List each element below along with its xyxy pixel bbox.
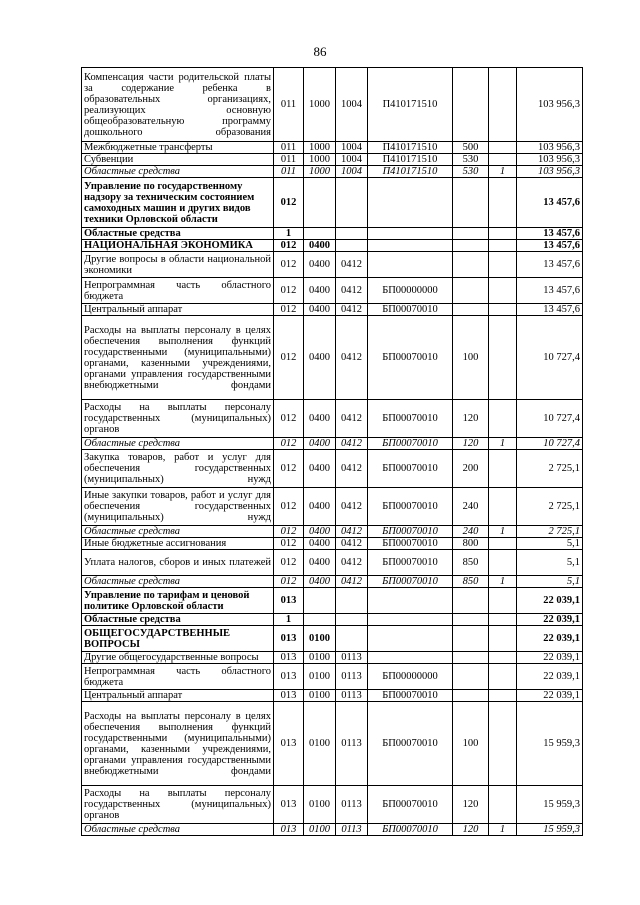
row-subsection <box>336 588 368 614</box>
row-amount: 15 959,3 <box>517 702 583 786</box>
row-subsection: 0412 <box>336 526 368 538</box>
table-row <box>82 664 583 690</box>
table-row <box>82 228 583 240</box>
row-subsection: 0412 <box>336 252 368 278</box>
table-row <box>82 690 583 702</box>
row-gov-code: 011 <box>274 166 304 178</box>
row-section: 0400 <box>304 304 336 316</box>
row-expense-type: 530 <box>453 154 489 166</box>
row-amount: 5,1 <box>517 550 583 576</box>
row-source <box>489 142 517 154</box>
row-expense-type <box>453 278 489 304</box>
row-name: Центральный аппарат <box>82 690 274 702</box>
row-source <box>489 450 517 488</box>
row-gov-code: 012 <box>274 550 304 576</box>
row-subsection: 1004 <box>336 68 368 142</box>
row-source: 1 <box>489 824 517 836</box>
row-name: Областные средства <box>82 576 274 588</box>
row-gov-code: 012 <box>274 576 304 588</box>
row-name: Иные бюджетные ассигнования <box>82 538 274 550</box>
row-expense-type <box>453 614 489 626</box>
row-name: Управление по государственному надзору за техническим состоянием самоходных машин и других видов техники Орловской области <box>82 178 274 228</box>
row-amount: 22 039,1 <box>517 588 583 614</box>
row-source <box>489 252 517 278</box>
row-source <box>489 664 517 690</box>
row-source <box>489 588 517 614</box>
row-name: Другие вопросы в области национальной экономики <box>82 252 274 278</box>
row-subsection: 0113 <box>336 664 368 690</box>
row-expense-type <box>453 626 489 652</box>
row-name: Расходы на выплаты персоналу в целях обеспечения выполнения функций государственными (муниципальными) органами, казенными учреждениями, органами управления государственными внебюджетными фондами <box>82 316 274 400</box>
row-target-article: БП00070010 <box>368 316 453 400</box>
row-source <box>489 400 517 438</box>
row-amount: 103 956,3 <box>517 166 583 178</box>
table-row <box>82 488 583 526</box>
row-section <box>304 588 336 614</box>
table-row <box>82 576 583 588</box>
row-amount: 5,1 <box>517 538 583 550</box>
row-source <box>489 786 517 824</box>
row-expense-type <box>453 228 489 240</box>
row-name: Иные закупки товаров, работ и услуг для обеспечения государственных (муниципальных) нужд <box>82 488 274 526</box>
row-amount: 10 727,4 <box>517 400 583 438</box>
table-row <box>82 178 583 228</box>
row-section: 0400 <box>304 576 336 588</box>
table-row <box>82 702 583 786</box>
row-amount: 22 039,1 <box>517 664 583 690</box>
row-section: 0100 <box>304 702 336 786</box>
row-target-article: БП00070010 <box>368 304 453 316</box>
row-name: Областные средства <box>82 614 274 626</box>
row-target-article <box>368 652 453 664</box>
row-name: Уплата налогов, сборов и иных платежей <box>82 550 274 576</box>
row-section <box>304 228 336 240</box>
row-gov-code: 011 <box>274 154 304 166</box>
row-gov-code: 013 <box>274 652 304 664</box>
row-target-article: БП00070010 <box>368 690 453 702</box>
row-target-article: БП00070010 <box>368 824 453 836</box>
table-row <box>82 166 583 178</box>
row-gov-code: 012 <box>274 240 304 252</box>
table-row <box>82 252 583 278</box>
row-gov-code: 012 <box>274 400 304 438</box>
row-source <box>489 702 517 786</box>
row-subsection: 0113 <box>336 690 368 702</box>
row-gov-code: 012 <box>274 304 304 316</box>
row-name: Непрограммная часть областного бюджета <box>82 278 274 304</box>
row-amount: 22 039,1 <box>517 614 583 626</box>
row-target-article: БП00070010 <box>368 438 453 450</box>
row-subsection <box>336 228 368 240</box>
row-target-article: БП00070010 <box>368 538 453 550</box>
row-expense-type: 100 <box>453 702 489 786</box>
row-target-article: БП00000000 <box>368 664 453 690</box>
row-gov-code: 012 <box>274 488 304 526</box>
row-expense-type: 500 <box>453 142 489 154</box>
row-subsection: 0412 <box>336 550 368 576</box>
row-gov-code: 1 <box>274 614 304 626</box>
row-source: 1 <box>489 526 517 538</box>
row-name: Закупка товаров, работ и услуг для обеспечения государственных (муниципальных) нужд <box>82 450 274 488</box>
row-target-article: БП00070010 <box>368 786 453 824</box>
row-amount: 22 039,1 <box>517 652 583 664</box>
row-source <box>489 488 517 526</box>
row-expense-type: 200 <box>453 450 489 488</box>
row-name: Субвенции <box>82 154 274 166</box>
row-section: 1000 <box>304 154 336 166</box>
row-amount: 2 725,1 <box>517 488 583 526</box>
row-amount: 103 956,3 <box>517 154 583 166</box>
row-section: 0400 <box>304 438 336 450</box>
row-amount: 13 457,6 <box>517 252 583 278</box>
row-expense-type: 120 <box>453 824 489 836</box>
row-section: 0100 <box>304 664 336 690</box>
row-target-article <box>368 252 453 278</box>
row-section: 0100 <box>304 824 336 836</box>
row-subsection: 0113 <box>336 824 368 836</box>
row-target-article: БП00070010 <box>368 400 453 438</box>
row-gov-code: 012 <box>274 278 304 304</box>
row-subsection: 0113 <box>336 702 368 786</box>
row-expense-type <box>453 178 489 228</box>
row-expense-type <box>453 690 489 702</box>
table-row <box>82 142 583 154</box>
row-subsection: 0412 <box>336 278 368 304</box>
row-subsection: 0412 <box>336 316 368 400</box>
row-name: Другие общегосударственные вопросы <box>82 652 274 664</box>
row-source: 1 <box>489 576 517 588</box>
row-subsection: 1004 <box>336 166 368 178</box>
row-gov-code: 012 <box>274 252 304 278</box>
table-row <box>82 68 583 142</box>
row-amount: 103 956,3 <box>517 68 583 142</box>
row-expense-type: 850 <box>453 550 489 576</box>
row-section: 0400 <box>304 538 336 550</box>
row-gov-code: 012 <box>274 450 304 488</box>
row-amount: 13 457,6 <box>517 228 583 240</box>
row-section: 0100 <box>304 690 336 702</box>
row-gov-code: 013 <box>274 664 304 690</box>
row-subsection: 0412 <box>336 304 368 316</box>
table-row <box>82 400 583 438</box>
row-source <box>489 68 517 142</box>
row-name: НАЦИОНАЛЬНАЯ ЭКОНОМИКА <box>82 240 274 252</box>
table-row <box>82 526 583 538</box>
row-target-article: БП00070010 <box>368 488 453 526</box>
row-subsection: 1004 <box>336 142 368 154</box>
row-expense-type <box>453 240 489 252</box>
row-amount: 13 457,6 <box>517 304 583 316</box>
row-target-article: П410171510 <box>368 142 453 154</box>
row-amount: 13 457,6 <box>517 278 583 304</box>
row-amount: 10 727,4 <box>517 438 583 450</box>
row-name: Областные средства <box>82 166 274 178</box>
row-name: Непрограммная часть областного бюджета <box>82 664 274 690</box>
row-gov-code: 012 <box>274 438 304 450</box>
row-gov-code: 013 <box>274 626 304 652</box>
row-amount: 2 725,1 <box>517 526 583 538</box>
row-expense-type <box>453 652 489 664</box>
row-target-article: БП00070010 <box>368 576 453 588</box>
row-gov-code: 013 <box>274 786 304 824</box>
page-number: 86 <box>313 44 327 59</box>
row-source: 1 <box>489 166 517 178</box>
row-gov-code: 013 <box>274 588 304 614</box>
row-gov-code: 013 <box>274 690 304 702</box>
row-subsection: 0412 <box>336 576 368 588</box>
row-section: 0400 <box>304 240 336 252</box>
row-expense-type: 800 <box>453 538 489 550</box>
row-section: 0400 <box>304 526 336 538</box>
row-amount: 103 956,3 <box>517 142 583 154</box>
row-expense-type <box>453 588 489 614</box>
row-target-article: БП00070010 <box>368 526 453 538</box>
table-row <box>82 538 583 550</box>
row-target-article: БП00000000 <box>368 278 453 304</box>
table-row <box>82 450 583 488</box>
row-target-article <box>368 614 453 626</box>
row-source <box>489 652 517 664</box>
row-subsection: 0412 <box>336 400 368 438</box>
row-expense-type: 240 <box>453 488 489 526</box>
row-name: Расходы на выплаты персоналу в целях обеспечения выполнения функций государственными (муниципальными) органами, казенными учреждениями, органами управления государственными внебюджетными фондами <box>82 702 274 786</box>
row-gov-code: 012 <box>274 526 304 538</box>
row-expense-type <box>453 664 489 690</box>
row-target-article: БП00070010 <box>368 450 453 488</box>
row-name: Расходы на выплаты персоналу государственных (муниципальных) органов <box>82 400 274 438</box>
row-source <box>489 538 517 550</box>
row-expense-type: 100 <box>453 316 489 400</box>
row-source <box>489 690 517 702</box>
row-subsection <box>336 614 368 626</box>
table-row <box>82 240 583 252</box>
table-row <box>82 550 583 576</box>
row-gov-code: 011 <box>274 68 304 142</box>
row-gov-code: 1 <box>274 228 304 240</box>
row-source: 1 <box>489 438 517 450</box>
row-subsection: 0113 <box>336 652 368 664</box>
row-section: 0400 <box>304 488 336 526</box>
row-source <box>489 278 517 304</box>
row-gov-code: 012 <box>274 538 304 550</box>
table-row <box>82 786 583 824</box>
row-subsection: 0412 <box>336 438 368 450</box>
table-row <box>82 824 583 836</box>
row-amount: 13 457,6 <box>517 178 583 228</box>
row-gov-code: 012 <box>274 316 304 400</box>
table-row <box>82 626 583 652</box>
row-section <box>304 178 336 228</box>
row-expense-type: 120 <box>453 400 489 438</box>
budget-table <box>81 67 583 836</box>
row-expense-type: 120 <box>453 786 489 824</box>
row-gov-code: 012 <box>274 178 304 228</box>
row-name: Центральный аппарат <box>82 304 274 316</box>
row-expense-type: 120 <box>453 438 489 450</box>
table-row <box>82 614 583 626</box>
row-name: Компенсация части родительской платы за содержание ребенка в образовательных организациях, реализующих основную общеобразовательную программу дошкольного образования <box>82 68 274 142</box>
row-section: 1000 <box>304 166 336 178</box>
row-name: Областные средства <box>82 228 274 240</box>
row-target-article: П410171510 <box>368 68 453 142</box>
row-target-article <box>368 228 453 240</box>
row-target-article <box>368 626 453 652</box>
row-source <box>489 614 517 626</box>
row-source <box>489 178 517 228</box>
row-source <box>489 316 517 400</box>
row-subsection: 0412 <box>336 488 368 526</box>
row-section: 0100 <box>304 626 336 652</box>
row-amount: 5,1 <box>517 576 583 588</box>
row-gov-code: 011 <box>274 142 304 154</box>
row-subsection: 0412 <box>336 450 368 488</box>
row-section: 0400 <box>304 316 336 400</box>
row-expense-type: 240 <box>453 526 489 538</box>
row-name: Областные средства <box>82 824 274 836</box>
row-section: 0100 <box>304 652 336 664</box>
row-expense-type: 530 <box>453 166 489 178</box>
table-row <box>82 304 583 316</box>
row-section: 0400 <box>304 450 336 488</box>
row-subsection <box>336 626 368 652</box>
row-gov-code: 013 <box>274 702 304 786</box>
table-row <box>82 316 583 400</box>
row-section: 0400 <box>304 550 336 576</box>
row-subsection: 0412 <box>336 538 368 550</box>
row-section: 0100 <box>304 786 336 824</box>
row-section: 0400 <box>304 278 336 304</box>
row-source <box>489 228 517 240</box>
row-target-article: П410171510 <box>368 166 453 178</box>
row-name: Областные средства <box>82 526 274 538</box>
row-target-article <box>368 588 453 614</box>
table-row <box>82 278 583 304</box>
row-amount: 15 959,3 <box>517 824 583 836</box>
row-section: 0400 <box>304 400 336 438</box>
row-expense-type <box>453 68 489 142</box>
table-row <box>82 438 583 450</box>
row-amount: 13 457,6 <box>517 240 583 252</box>
row-gov-code: 013 <box>274 824 304 836</box>
row-name: ОБЩЕГОСУДАРСТВЕННЫЕ ВОПРОСЫ <box>82 626 274 652</box>
row-subsection <box>336 178 368 228</box>
row-target-article <box>368 178 453 228</box>
row-subsection: 0113 <box>336 786 368 824</box>
table-row <box>82 154 583 166</box>
row-name: Расходы на выплаты персоналу государственных (муниципальных) органов <box>82 786 274 824</box>
row-amount: 22 039,1 <box>517 690 583 702</box>
row-amount: 15 959,3 <box>517 786 583 824</box>
row-source <box>489 240 517 252</box>
row-target-article: П410171510 <box>368 154 453 166</box>
table-row <box>82 652 583 664</box>
row-amount: 10 727,4 <box>517 316 583 400</box>
row-section: 1000 <box>304 142 336 154</box>
row-name: Управление по тарифам и ценовой политике Орловской области <box>82 588 274 614</box>
row-source <box>489 626 517 652</box>
row-subsection <box>336 240 368 252</box>
row-source <box>489 304 517 316</box>
row-subsection: 1004 <box>336 154 368 166</box>
row-expense-type: 850 <box>453 576 489 588</box>
row-expense-type <box>453 304 489 316</box>
row-expense-type <box>453 252 489 278</box>
row-section: 1000 <box>304 68 336 142</box>
row-name: Межбюджетные трансферты <box>82 142 274 154</box>
row-target-article <box>368 240 453 252</box>
row-target-article: БП00070010 <box>368 550 453 576</box>
row-source <box>489 154 517 166</box>
row-section <box>304 614 336 626</box>
row-target-article: БП00070010 <box>368 702 453 786</box>
table-row <box>82 588 583 614</box>
row-amount: 2 725,1 <box>517 450 583 488</box>
row-source <box>489 550 517 576</box>
row-section: 0400 <box>304 252 336 278</box>
row-amount: 22 039,1 <box>517 626 583 652</box>
row-name: Областные средства <box>82 438 274 450</box>
